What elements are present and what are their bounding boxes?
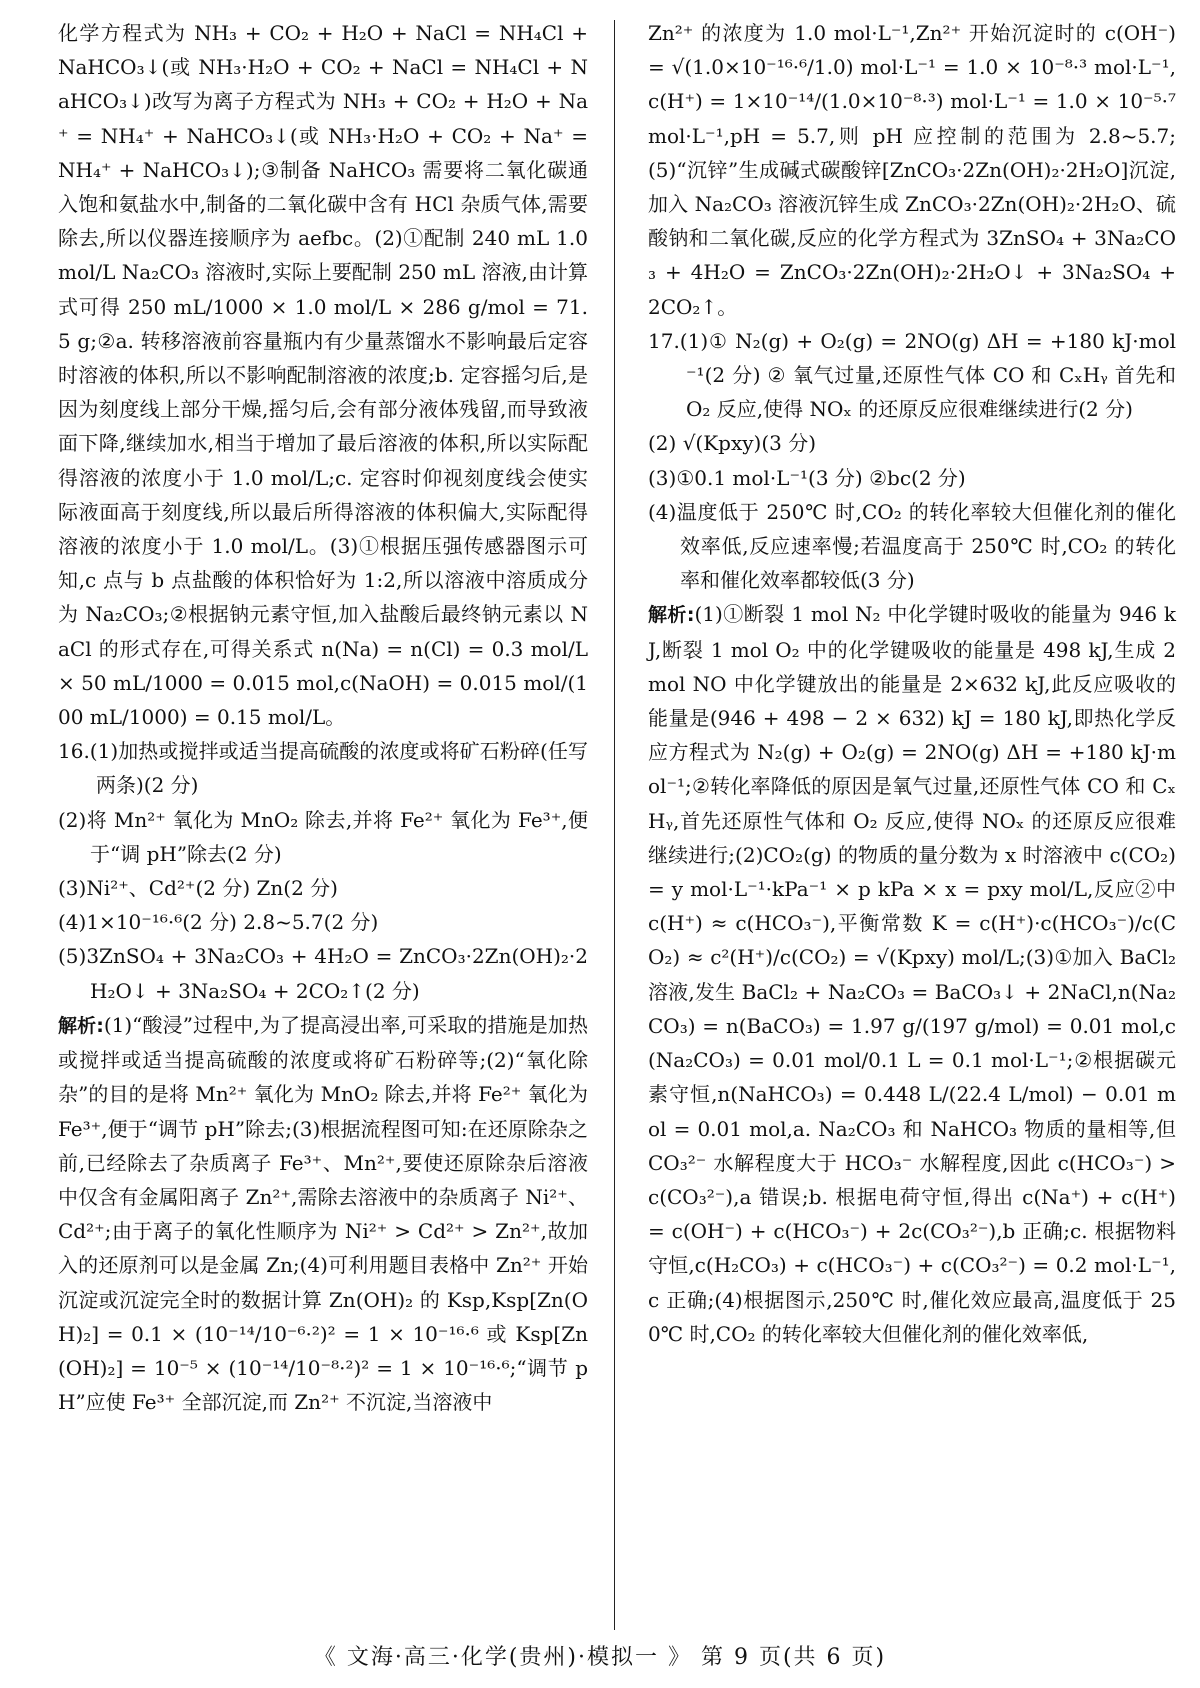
left-paragraph (58, 16, 588, 734)
paragraph-text: (2)将 Mn²⁺ 氧化为 MnO₂ 除去,并将 Fe²⁺ 氧化为 Fe³⁺,便于“调 pH”除去(2 分) (58, 807, 588, 866)
right-paragraph (648, 324, 1176, 427)
page-footer: 《 文海·高三·化学(贵州)·模拟一 》 第 9 页(共 6 页) (313, 1645, 887, 1670)
column-divider (614, 20, 615, 1630)
paragraph-text: 16.(1)加热或搅拌或适当提高硫酸的浓度或将矿石粉碎(任写两条)(2 分) (58, 739, 588, 798)
paragraph-text: (3)①0.1 mol·L⁻¹(3 分) ②bc(2 分) (648, 465, 966, 490)
right-paragraph (648, 495, 1176, 598)
left-paragraph (58, 905, 588, 939)
left-paragraph (58, 939, 588, 1007)
analysis-label: 解析: (648, 604, 695, 627)
left-paragraph (58, 803, 588, 871)
right-column (648, 16, 1176, 1351)
paragraph-text: (4)1×10⁻¹⁶·⁶(2 分) 2.8~5.7(2 分) (58, 910, 379, 935)
right-paragraph (648, 426, 1176, 460)
paragraph-text: 化学方程式为 NH₃ + CO₂ + H₂O + NaCl = NH₄Cl + NaHCO₃↓(或 NH₃·H₂O + CO₂ + NaCl = NH₄Cl + NaHCO₃↓)改写为离子方程式为 NH₃ + CO₂ + H₂O + Na⁺ = NH₄⁺ + NaHCO₃↓(或 NH₃·H₂O + CO₂ + Na⁺ = NH₄⁺ + NaHCO₃↓);③制备 NaHCO₃ 需要将二氧化碳通入饱和氨盐水中,制备的二氧化碳中含有 HCl 杂质气体,需要除去,所以仪器连接顺序为 aefbc。(2)①配制 240 mL 1.0 mol/L Na₂CO₃ 溶液时,实际上要配制 250 mL 溶液,由计算式可得 250 mL/1000 × 1.0 mol/L × 286 g/mol = 71.5 g;②a. 转移溶液前容量瓶内有少量蒸馏水不影响最后定容时溶液的体积,所以不影响配制溶液的浓度;b. 定容摇匀后,是因为刻度线上部分干燥,摇匀后,会有部分液体残留,而导致液面下降,继续加水,相当于增加了最后溶液的体积,所以实际配得溶液的浓度小于 1.0 mol/L;c. 定容时仰视刻度线会使实际液面高于刻度线,所以最后所得溶液的体积偏大,实际配得溶液的浓度小于 1.0 mol/L。(3)①根据压强传感器图示可知,c 点与 b 点盐酸的体积恰好为 1:2,所以溶液中溶质成分为 Na₂CO₃;②根据钠元素守恒,加入盐酸后最终钠元素以 NaCl 的形式存在,可得关系式 n(Na) = n(Cl) = 0.3 mol/L × 50 mL/1000 = 0.015 mol,c(NaOH) = 0.015 mol/(100 mL/1000) = 0.15 mol/L。 (58, 21, 588, 730)
paragraph-text: (1)“酸浸”过程中,为了提高浸出率,可采取的措施是加热或搅拌或适当提高硫酸的浓度或将矿石粉碎等;(2)“氧化除杂”的目的是将 Mn²⁺ 氧化为 MnO₂ 除去,并将 Fe²⁺ 氧化为 Fe³⁺,便于“调节 pH”除去;(3)根据流程图可知:在还原除杂之前,已经除去了杂质离子 Fe³⁺、Mn²⁺,要使还原除杂后溶液中仅含有金属阳离子 Zn²⁺,需除去溶液中的杂质离子 Ni²⁺、Cd²⁺;由于离子的氧化性顺序为 Ni²⁺ > Cd²⁺ > Zn²⁺,故加入的还原剂可以是金属 Zn;(4)可利用题目表格中 Zn²⁺ 开始沉淀或沉淀完全时的数据计算 Zn(OH)₂ 的 Ksp,Ksp[Zn(OH)₂] = 0.1 × (10⁻¹⁴/10⁻⁶·²)² = 1 × 10⁻¹⁶·⁶ 或 Ksp[Zn(OH)₂] = 10⁻⁵ × (10⁻¹⁴/10⁻⁸·²)² = 1 × 10⁻¹⁶·⁶;“调节 pH”应使 Fe³⁺ 全部沉淀,而 Zn²⁺ 不沉淀,当溶液中 (58, 1012, 588, 1415)
left-paragraph (58, 1008, 588, 1419)
right-paragraph (648, 461, 1176, 495)
paragraph-text: (3)Ni²⁺、Cd²⁺(2 分) Zn(2 分) (58, 876, 338, 901)
analysis-label: 解析: (58, 1014, 104, 1037)
paragraph-text: (4)温度低于 250℃ 时,CO₂ 的转化率较大但催化剂的催化效率低,反应速率慢;若温度高于 250℃ 时,CO₂ 的转化率和催化效率都较低(3 分) (648, 499, 1176, 593)
left-paragraph (58, 871, 588, 905)
paragraph-text: (2) √(Kpxy)(3 分) (648, 431, 817, 456)
paragraph-text: Zn²⁺ 的浓度为 1.0 mol·L⁻¹,Zn²⁺ 开始沉淀时的 c(OH⁻) = √(1.0×10⁻¹⁶·⁶/1.0) mol·L⁻¹ = 1.0 × 10⁻⁸·³ mol·L⁻¹,c(H⁺) = 1×10⁻¹⁴/(1.0×10⁻⁸·³) mol·L⁻¹ = 1.0 × 10⁻⁵·⁷ mol·L⁻¹,pH = 5.7,则 pH 应控制的范围为 2.8~5.7;(5)“沉锌”生成碱式碳酸锌[ZnCO₃·2Zn(OH)₂·2H₂O]沉淀,加入 Na₂CO₃ 溶液沉锌生成 ZnCO₃·2Zn(OH)₂·2H₂O、硫酸钠和二氧化碳,反应的化学方程式为 3ZnSO₄ + 3Na₂CO₃ + 4H₂O = ZnCO₃·2Zn(OH)₂·2H₂O↓ + 3Na₂SO₄ + 2CO₂↑。 (648, 21, 1176, 319)
paragraph-text: 17.(1)① N₂(g) + O₂(g) = 2NO(g) ΔH = +180 kJ·mol⁻¹(2 分) ② 氧气过量,还原性气体 CO 和 CₓHᵧ 首先和 O₂ 反应,使得 NOₓ 的还原反应很难继续进行(2 分) (648, 328, 1176, 422)
left-paragraph (58, 734, 588, 802)
paragraph-text: (5)3ZnSO₄ + 3Na₂CO₃ + 4H₂O = ZnCO₃·2Zn(OH)₂·2H₂O↓ + 3Na₂SO₄ + 2CO₂↑(2 分) (58, 944, 588, 1003)
paragraph-text: (1)①断裂 1 mol N₂ 中化学键时吸收的能量为 946 kJ,断裂 1 mol O₂ 中的化学键吸收的能量是 498 kJ,生成 2 mol NO 中化学键放出的能量是 2×632 kJ,此反应吸收的能量是(946 + 498 − 2 × 632) kJ = 180 kJ,即热化学反应方程式为 N₂(g) + O₂(g) = 2NO(g) ΔH = +180 kJ·mol⁻¹;②转化率降低的原因是氧气过量,还原性气体 CO 和 CₓHᵧ,首先还原性气体和 O₂ 反应,使得 NOₓ 的还原反应很难继续进行;(2)CO₂(g) 的物质的量分数为 x 时溶液中 c(CO₂) = y mol·L⁻¹·kPa⁻¹ × p kPa × x = pxy mol/L,反应②中 c(H⁺) ≈ c(HCO₃⁻),平衡常数 K = c(H⁺)·c(HCO₃⁻)/c(CO₂) ≈ c²(H⁺)/c(CO₂) = √(Kpxy) mol/L;(3)①加入 BaCl₂ 溶液,发生 BaCl₂ + Na₂CO₃ = BaCO₃↓ + 2NaCl,n(Na₂CO₃) = n(BaCO₃) = 1.97 g/(197 g/mol) = 0.01 mol,c(Na₂CO₃) = 0.01 mol/0.1 L = 0.1 mol·L⁻¹;②根据碳元素守恒,n(NaHCO₃) = 0.448 L/(22.4 L/mol) − 0.01 mol = 0.01 mol,a. Na₂CO₃ 和 NaHCO₃ 物质的量相等,但 CO₃²⁻ 水解程度大于 HCO₃⁻ 水解程度,因此 c(HCO₃⁻) > c(CO₃²⁻),a 错误;b. 根据电荷守恒,得出 c(Na⁺) + c(H⁺) = c(OH⁻) + c(HCO₃⁻) + 2c(CO₃²⁻),b 正确;c. 根据物料守恒,c(H₂CO₃) + c(HCO₃⁻) + c(CO₃²⁻) = 0.2 mol·L⁻¹,c 正确;(4)根据图示,250℃ 时,催化效应最高,温度低于 250℃ 时,CO₂ 的转化率较大但催化剂的催化效率低, (648, 602, 1176, 1346)
left-column (58, 16, 588, 1419)
right-paragraph (648, 597, 1176, 1350)
right-paragraph (648, 16, 1176, 324)
